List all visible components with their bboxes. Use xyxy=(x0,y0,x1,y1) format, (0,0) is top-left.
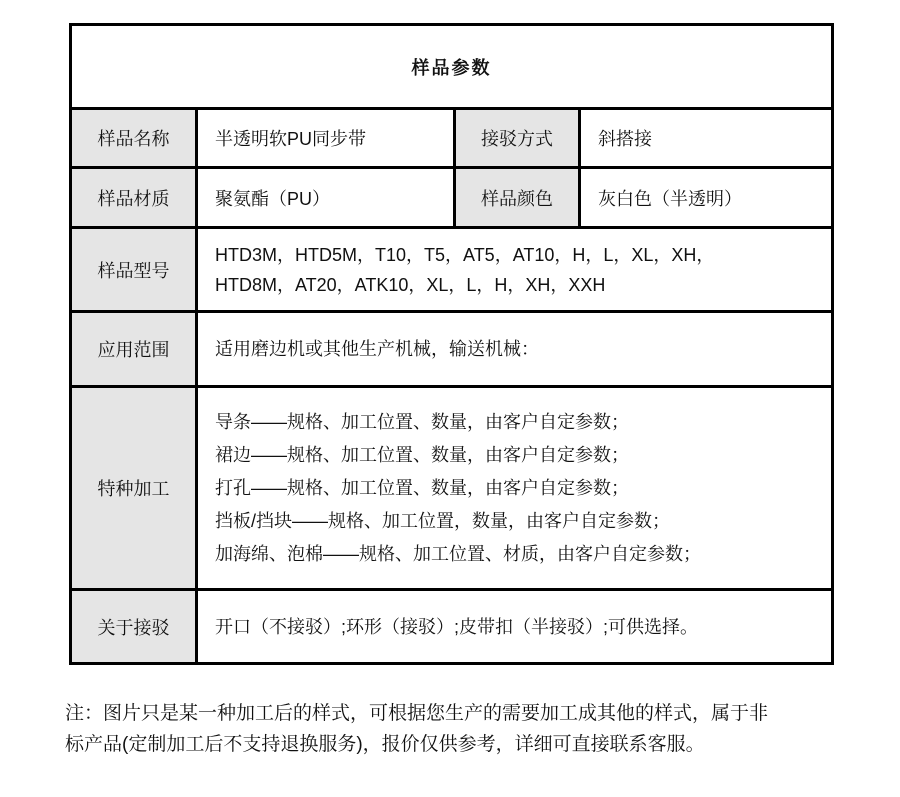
table-row-name-joint xyxy=(71,109,833,168)
page-title: 样品参数 xyxy=(71,25,833,109)
value-joint-method: 斜搭接 xyxy=(580,109,833,168)
value-special-processing xyxy=(197,387,833,590)
value-sample-model xyxy=(197,228,833,312)
value-application-range xyxy=(197,312,833,387)
special-line-1: 导条——规格、加工位置、数量，由客户自定参数； xyxy=(215,411,629,432)
label-special-processing: 特种加工 xyxy=(71,387,197,590)
title-row xyxy=(71,25,833,109)
value-sample-color: 灰白色（半透明） xyxy=(580,168,833,228)
label-sample-name: 样品名称 xyxy=(71,109,197,168)
special-line-2: 裙边——规格、加工位置、数量，由客户自定参数； xyxy=(215,444,629,465)
footnote-line-2: 标产品(定制加工后不支持退换服务)，报价仅供参考，详细可直接联系客服。 xyxy=(65,734,705,755)
value-sample-material: 聚氨酯（PU） xyxy=(197,168,455,228)
application-line-1: 适用磨边机或其他生产机械，输送机械： xyxy=(215,339,539,359)
model-line-1: HTD3M，HTD5M，T10，T5，AT5，AT10，H，L，XL，XH， xyxy=(215,244,715,265)
label-about-joint: 关于接驳 xyxy=(71,590,197,664)
table-row-application xyxy=(71,312,833,387)
label-application-range: 应用范围 xyxy=(71,312,197,387)
spec-table xyxy=(69,23,834,665)
table-row-material-color xyxy=(71,168,833,228)
table-row-about-joint xyxy=(71,590,833,664)
special-line-5: 加海绵、泡棉——规格、加工位置、材质，由客户自定参数； xyxy=(215,543,701,564)
label-joint-method: 接驳方式 xyxy=(455,109,580,168)
label-sample-material: 样品材质 xyxy=(71,168,197,228)
joint-line-1: 开口（不接驳）;环形（接驳）;皮带扣（半接驳）;可供选择。 xyxy=(215,616,699,637)
spec-table-container xyxy=(69,23,834,665)
table-row-special-processing xyxy=(71,387,833,590)
value-about-joint xyxy=(197,590,833,664)
footnote-line-1: 注：图片只是某一种加工后的样式，可根据您生产的需要加工成其他的样式，属于非 xyxy=(65,703,769,724)
footnote xyxy=(65,698,855,760)
table-row-model xyxy=(71,228,833,312)
label-sample-color: 样品颜色 xyxy=(455,168,580,228)
value-sample-name: 半透明软PU同步带 xyxy=(197,109,455,168)
special-line-4: 挡板/挡块——规格、加工位置，数量，由客户自定参数； xyxy=(215,510,670,531)
label-sample-model: 样品型号 xyxy=(71,228,197,312)
model-line-2: HTD8M，AT20，ATK10，XL，L，H，XH，XXH xyxy=(215,274,606,295)
special-line-3: 打孔——规格、加工位置、数量，由客户自定参数； xyxy=(215,477,629,498)
